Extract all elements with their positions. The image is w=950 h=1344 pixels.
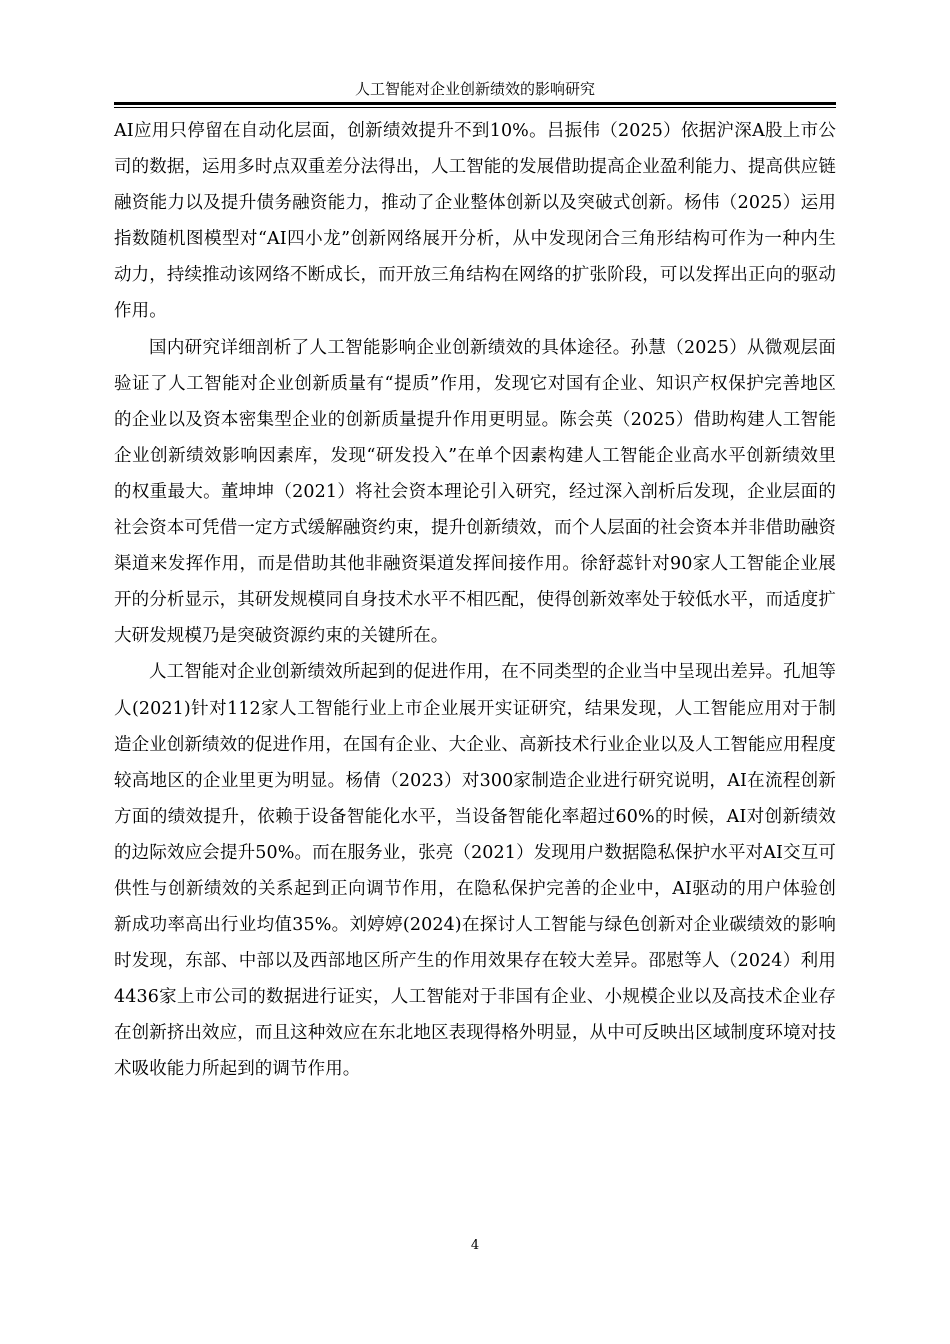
header-rule-thin (114, 107, 836, 108)
page-number: 4 (470, 1238, 480, 1253)
paragraph-heterogeneity: 人工智能对企业创新绩效所起到的促进作用，在不同类型的企业当中呈现出差异。孔旭等人(2021)针对112家人工智能行业上市企业展开实证研究，结果发现，人工智能应用对于制造企业创新绩效的促进作用，在国有企业、大企业、高新技术行业企业以及人工智能应用程度较高地区的企业里更为明显。杨倩（2023）对300家制造企业进行研究说明，AI在流程创新方面的绩效提升，依赖于设备智能化水平，当设备智能化率超过60%的时候，AI对创新绩效的边际效应会提升50%。而在服务业，张亮（2021）发现用户数据隐私保护水平对AI交互可供性与创新绩效的关系起到正向调节作用，在隐私保护完善的企业中，AI驱动的用户体验创新成功率高出行业均值35%。刘婷婷(2024)在探讨人工智能与绿色创新对企业碳绩效的影响时发现，东部、中部以及西部地区所产生的作用效果存在较大差异。邵慰等人（2024）利用4436家上市公司的数据进行证实，人工智能对于非国有企业、小规模企业以及高技术企业存在创新挤出效应，而且这种效应在东北地区表现得格外明显，从中可反映出区域制度环境对技术吸收能力所起到的调节作用。 (114, 662, 836, 1080)
body-text (114, 113, 836, 1088)
running-header: 人工智能对企业创新绩效的影响研究 (354, 80, 595, 98)
paragraph-domestic-research: 国内研究详细剖析了人工智能影响企业创新绩效的具体途径。孙慧（2025）从微观层面验证了人工智能对企业创新质量有“提质”作用，发现它对国有企业、知识产权保护完善地区的企业以及资本密集型企业的创新质量提升作用更明显。陈会英（2025）借助构建人工智能企业创新绩效影响因素库，发现“研发投入”在单个因素构建人工智能企业高水平创新绩效里的权重最大。董坤坤（2021）将社会资本理论引入研究，经过深入剖析后发现，企业层面的社会资本可凭借一定方式缓解融资约束，提升创新绩效，而个人层面的社会资本并非借助融资渠道来发挥作用，而是借助其他非融资渠道发挥间接作用。徐舒蕊针对90家人工智能企业展开的分析显示，其研发规模同自身技术水平不相匹配，使得创新效率处于较低水平，而适度扩大研发规模乃是突破资源约束的关键所在。 (114, 337, 836, 647)
paragraph-continued: AI应用只停留在自动化层面，创新绩效提升不到10%。吕振伟（2025）依据沪深A股上市公司的数据，运用多时点双重差分法得出，人工智能的发展借助提高企业盈利能力、提高供应链融资能力以及提升债务融资能力，推动了企业整体创新以及突破式创新。杨伟（2025）运用指数随机图模型对“AI四小龙”创新网络展开分析，从中发现闭合三角形结构可作为一种内生动力，持续推动该网络不断成长，而开放三角结构在网络的扩张阶段，可以发挥出正向的驱动作用。 (114, 121, 836, 322)
header-rule-thick (114, 102, 836, 105)
